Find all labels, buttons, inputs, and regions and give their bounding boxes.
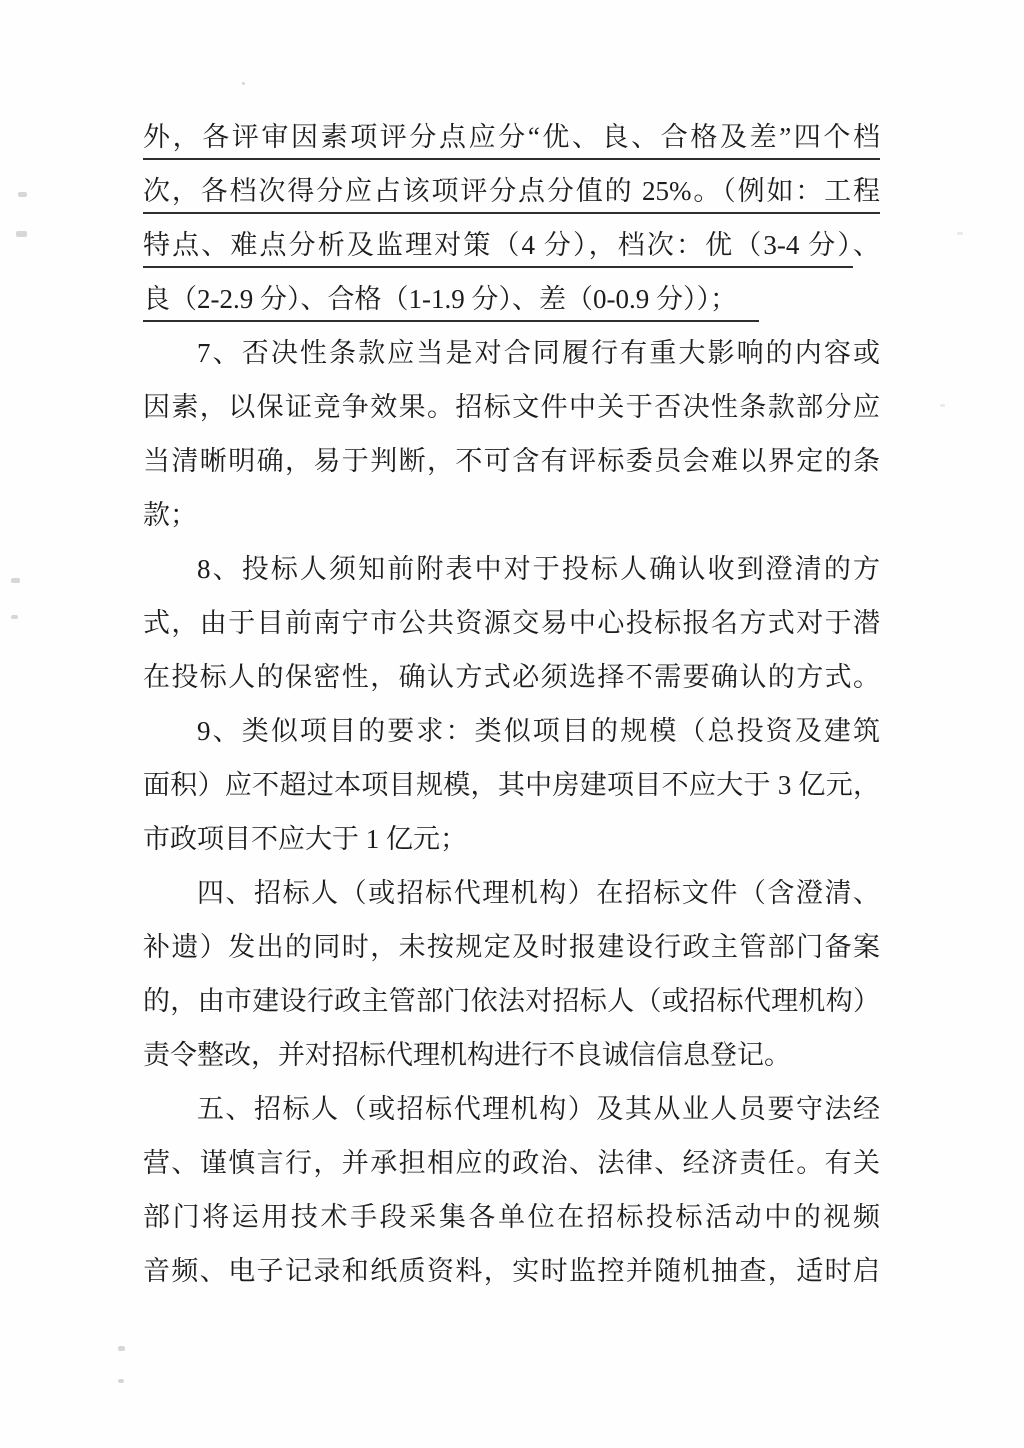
- document-line: [143, 1244, 880, 1298]
- document-line: [143, 110, 880, 164]
- line-text: 责令整改，并对招标代理机构进行不良诚信信息登记。: [143, 1040, 791, 1070]
- line-text: 在投标人的保密性，确认方式必须选择不需要确认的方式。: [143, 662, 880, 692]
- scan-speck: [118, 1379, 124, 1383]
- document-line: [143, 434, 880, 488]
- line-text: 7、否决性条款应当是对合同履行有重大影响的内容或: [197, 338, 880, 368]
- line-text: 良（2-2.9 分）、合格（1-1.9 分）、差（0-0.9 分））；: [143, 284, 759, 322]
- line-text: 音频、电子记录和纸质资料，实时监控并随机抽查，适时启: [143, 1256, 880, 1286]
- line-text: 营、谨慎言行，并承担相应的政治、法律、经济责任。有关: [143, 1148, 880, 1178]
- document-line: [143, 758, 880, 812]
- document-line: [143, 1028, 880, 1082]
- scan-speck: [11, 615, 18, 619]
- document-text-block: [143, 110, 880, 1298]
- line-text: 款；: [143, 500, 197, 530]
- scan-speck: [957, 232, 963, 235]
- document-line: [143, 650, 880, 704]
- scan-speck: [940, 404, 945, 407]
- line-text: 式，由于目前南宁市公共资源交易中心投标报名方式对于潜: [143, 608, 880, 638]
- document-line: [143, 272, 880, 326]
- scan-speck: [242, 82, 245, 85]
- document-line: [143, 380, 880, 434]
- document-line: [143, 542, 880, 596]
- line-text: 五、招标人（或招标代理机构）及其从业人员要守法经: [197, 1094, 880, 1124]
- line-text: 特点、难点分析及监理对策（4 分），档次：优（3-4 分）: [143, 230, 853, 268]
- line-text: 外，各评审因素项评分点应分“优、良、合格及差”四个档: [143, 122, 880, 160]
- document-line: [143, 326, 880, 380]
- scan-speck: [16, 231, 27, 237]
- document-line: [143, 704, 880, 758]
- document-line: [143, 1082, 880, 1136]
- document-line: [143, 488, 880, 542]
- line-text: 当清晰明确，易于判断，不可含有评标委员会难以界定的条: [143, 446, 880, 476]
- document-line: [143, 1190, 880, 1244]
- line-text: 8、投标人须知前附表中对于投标人确认收到澄清的方: [197, 554, 880, 584]
- scan-speck: [118, 1346, 125, 1351]
- document-line: [143, 920, 880, 974]
- line-text: 次，各档次得分应占该项评分点分值的 25%。（例如：工程: [143, 176, 880, 214]
- line-text: 补遗）发出的同时，未按规定及时报建设行政主管部门备案: [143, 932, 880, 962]
- document-line: [143, 596, 880, 650]
- line-text: 市政项目不应大于 1 亿元；: [143, 824, 467, 854]
- line-text: 四、招标人（或招标代理机构）在招标文件（含澄清、: [197, 878, 880, 908]
- document-line: [143, 866, 880, 920]
- line-text: 面积）应不超过本项目规模，其中房建项目不应大于 3 亿元，: [143, 770, 880, 800]
- line-text: 的，由市建设行政主管部门依法对招标人（或招标代理机构）: [143, 986, 880, 1016]
- line-text-tail: 、: [853, 230, 880, 260]
- document-line: [143, 164, 880, 218]
- scan-speck: [18, 192, 27, 197]
- line-text: 9、类似项目的要求：类似项目的规模（总投资及建筑: [197, 716, 880, 746]
- line-text: 因素，以保证竞争效果。招标文件中关于否决性条款部分应: [143, 392, 880, 422]
- document-line: [143, 812, 880, 866]
- document-line: [143, 974, 880, 1028]
- scan-speck: [11, 578, 20, 583]
- document-line: [143, 218, 880, 272]
- line-text: 部门将运用技术手段采集各单位在招标投标活动中的视频: [143, 1202, 880, 1232]
- document-line: [143, 1136, 880, 1190]
